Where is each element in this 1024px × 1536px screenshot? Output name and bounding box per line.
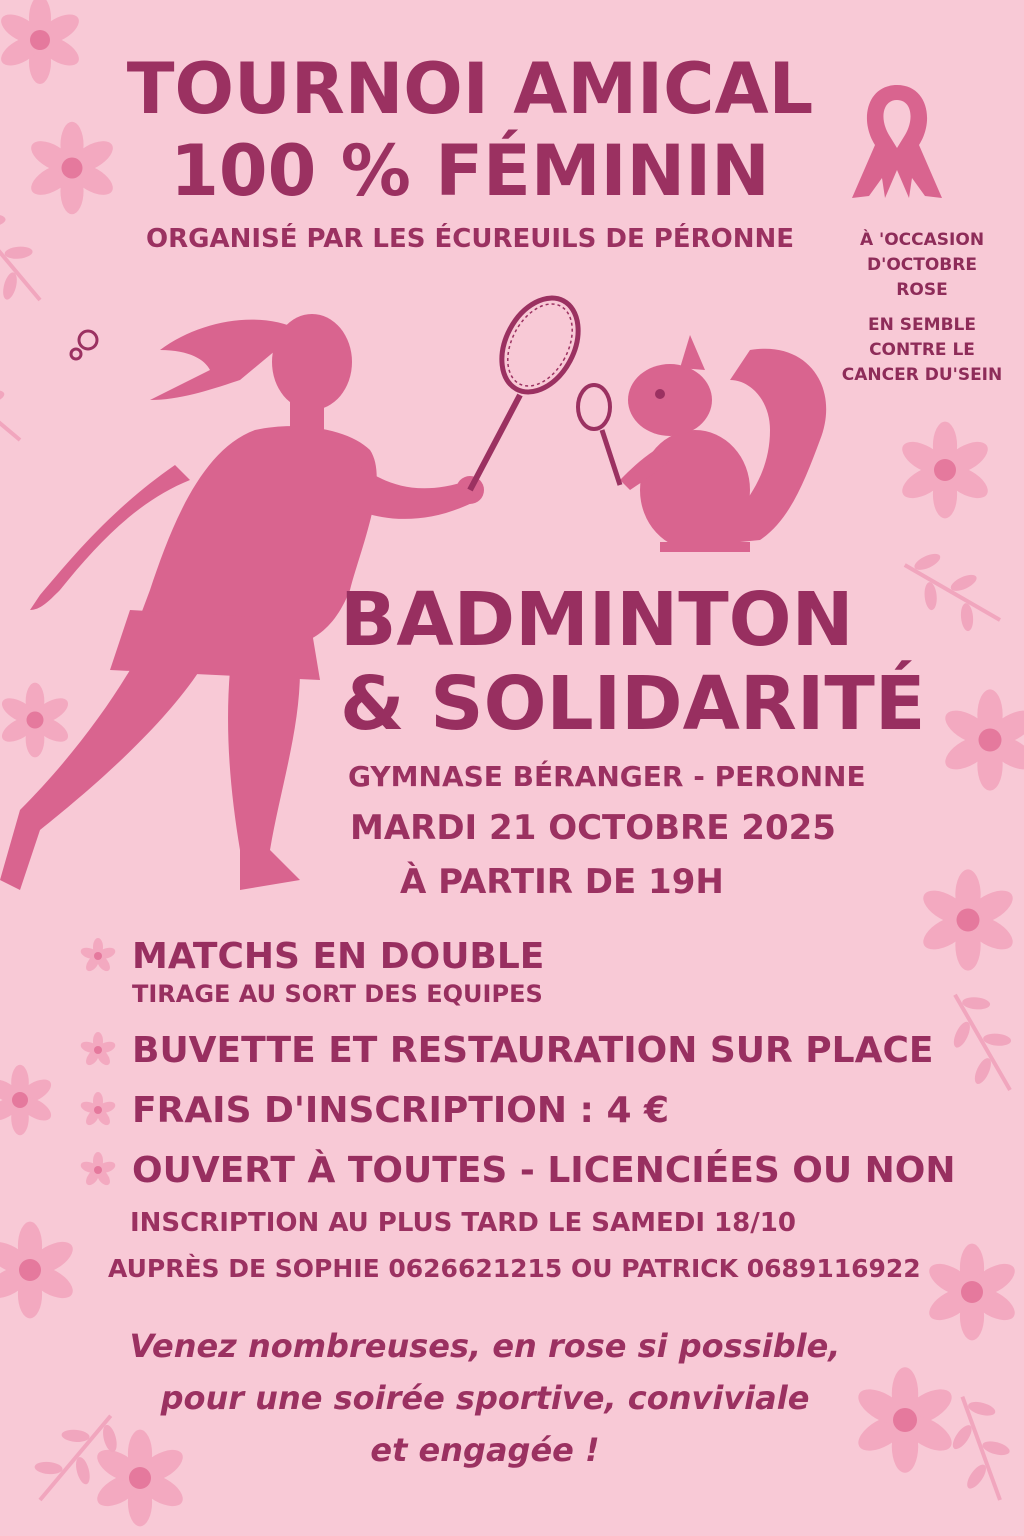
organizer-line: ORGANISÉ PAR LES ÉCUREUILS DE PÉRONNE <box>145 224 794 254</box>
title-line-1: TOURNOI AMICAL <box>126 48 814 130</box>
headline-line-2: & SOLIDARITÉ <box>340 661 926 747</box>
registration-contact: AUPRÈS DE SOPHIE 0626621215 OU PATRICK 0689116922 <box>108 1254 921 1283</box>
flower-icon <box>78 1090 118 1130</box>
flower-icon <box>0 1222 78 1319</box>
pink-ribbon-icon <box>852 85 942 198</box>
feature-title: FRAIS D'INSCRIPTION : 4 € <box>132 1089 670 1131</box>
feature-subtitle: TIRAGE AU SORT DES EQUIPES <box>132 980 543 1008</box>
feature-title: MATCHS EN DOUBLE <box>132 935 545 977</box>
aside-line-6: CANCER DU'SEIN <box>841 365 1003 385</box>
feature-list <box>78 926 978 1200</box>
event-venue: GYMNASE BÉRANGER - PERONNE <box>348 760 866 793</box>
aside-line-2: D'OCTOBRE <box>867 255 977 275</box>
feature-title: BUVETTE ET RESTAURATION SUR PLACE <box>132 1029 934 1071</box>
closing-message <box>90 1320 880 1476</box>
flower-icon <box>0 0 84 84</box>
flower-icon <box>897 422 993 519</box>
aside-line-1: À 'OCCASION <box>859 230 985 250</box>
closing-line-2: pour une soirée sportive, conviviale <box>160 1379 810 1417</box>
event-time: À PARTIR DE 19H <box>400 862 724 902</box>
flower-icon <box>78 936 118 976</box>
flower-icon <box>78 1030 118 1070</box>
title-line-2: 100 % FÉMININ <box>170 130 770 212</box>
event-date: MARDI 21 OCTOBRE 2025 <box>350 808 836 848</box>
headline-line-1: BADMINTON <box>340 577 854 663</box>
aside-line-3: ROSE <box>896 280 948 300</box>
feature-title: OUVERT À TOUTES - LICENCIÉES OU NON <box>132 1149 956 1191</box>
flower-icon <box>0 1065 55 1135</box>
list-item <box>78 1080 978 1140</box>
squirrel-silhouette <box>560 330 840 560</box>
list-item <box>78 1020 978 1080</box>
list-item <box>78 926 978 986</box>
closing-line-1: Venez nombreuses, en rose si possible, <box>129 1327 841 1365</box>
registration-deadline: INSCRIPTION AU PLUS TARD LE SAMEDI 18/10 <box>130 1208 796 1238</box>
closing-line-3: et engagée ! <box>370 1431 600 1469</box>
flower-icon <box>924 1244 1020 1341</box>
aside-line-5: CONTRE LE <box>869 340 975 360</box>
aside-line-4: EN SEMBLE <box>868 315 976 335</box>
list-item <box>78 1140 978 1200</box>
flower-icon <box>78 1150 118 1190</box>
